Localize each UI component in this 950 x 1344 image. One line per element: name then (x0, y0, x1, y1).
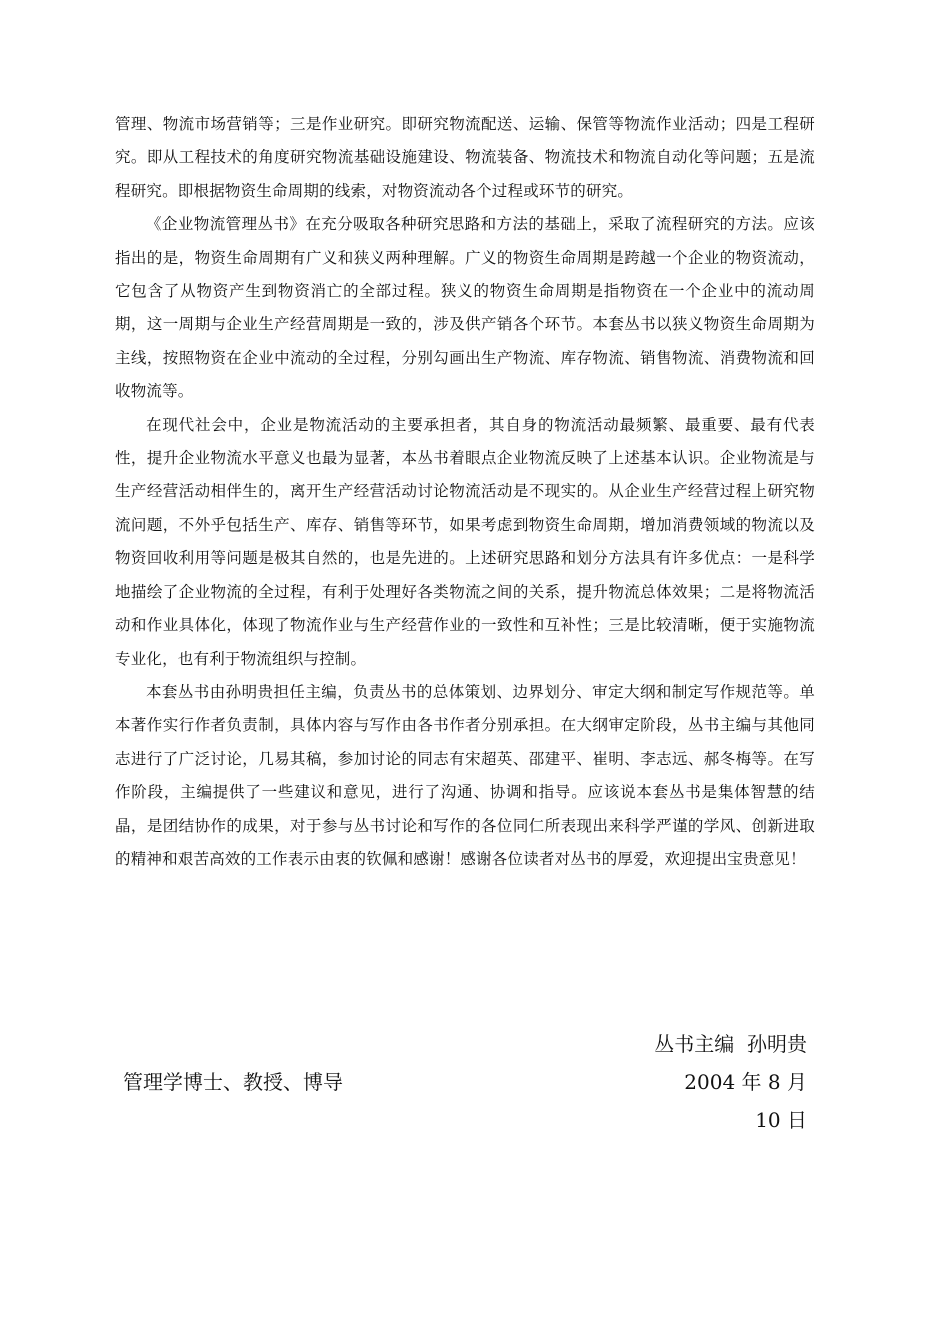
paragraph-4: 本套丛书由孙明贵担任主编，负责丛书的总体策划、边界划分、审定大纲和制定写作规范等。单本著作实行作者负责制，具体内容与写作由各书作者分别承担。在大纲审定阶段，丛书主编与其他同志进行了广泛讨论，几易其稿，参加讨论的同志有宋超英、邵建平、崔明、李志远、郝冬梅等。在写作阶段，主编提供了一些建议和意见，进行了沟通、协调和指导。应该说本套丛书是集体智慧的结晶，是团结协作的成果，对于参与丛书讨论和写作的各位同仁所表现出来科学严谨的学风、创新进取的精神和艰苦高效的工作表示由衷的钦佩和感谢！感谢各位读者对丛书的厚爱，欢迎提出宝贵意见！ (115, 682, 815, 868)
editor-name: 丛书主编 孙明贵 (654, 1032, 807, 1056)
signature-date: 2004 年 8 月 (684, 1070, 807, 1094)
signature-line-1 (115, 1025, 807, 1063)
signature-line-3 (115, 1101, 807, 1139)
paragraph-2: 《企业物流管理丛书》在充分吸取各种研究思路和方法的基础上，采取了流程研究的方法。应该指出的是，物资生命周期有广义和狭义两种理解。广义的物资生命周期是跨越一个企业的物资流动，它包含了从物资产生到物资消亡的全部过程。狭义的物资生命周期是指物资在一个企业中的流动周期，这一周期与企业生产经营周期是一致的，涉及供产销各个环节。本套丛书以狭义物资生命周期为主线，按照物资在企业中流动的全过程，分别勾画出生产物流、库存物流、销售物流、消费物流和回收物流等。 (115, 215, 815, 401)
paragraph-3: 在现代社会中，企业是物流活动的主要承担者，其自身的物流活动最频繁、最重要、最有代表性，提升企业物流水平意义也最为显著，本丛书着眼点企业物流反映了上述基本认识。企业物流是与生产经营活动相伴生的，离开生产经营活动讨论物流活动是不现实的。从企业生产经营过程上研究物流问题，不外乎包括生产、库存、销售等环节，如果考虑到物资生命周期，增加消费领域的物流以及物资回收利用等问题是极其自然的，也是先进的。上述研究思路和划分方法具有许多优点：一是科学地描绘了企业物流的全过程，有利于处理好各类物流之间的关系，提升物流总体效果；二是将物流活动和作业具体化，体现了物流作业与生产经营作业的一致性和互补性；三是比较清晰，便于实施物流专业化，也有利于物流组织与控制。 (115, 415, 815, 668)
editor-credentials: 管理学博士、教授、博导 (123, 1070, 343, 1094)
signature-block (115, 1025, 807, 1139)
document-body (115, 108, 815, 876)
signature-line-2 (115, 1063, 807, 1101)
signature-date-day: 10 日 (755, 1108, 807, 1132)
paragraph-1: 管理、物流市场营销等；三是作业研究。即研究物流配送、运输、保管等物流作业活动；四是工程研究。即从工程技术的角度研究物流基础设施建设、物流装备、物流技术和物流自动化等问题；五是流程研究。即根据物资生命周期的线索，对物资流动各个过程或环节的研究。 (115, 115, 815, 200)
